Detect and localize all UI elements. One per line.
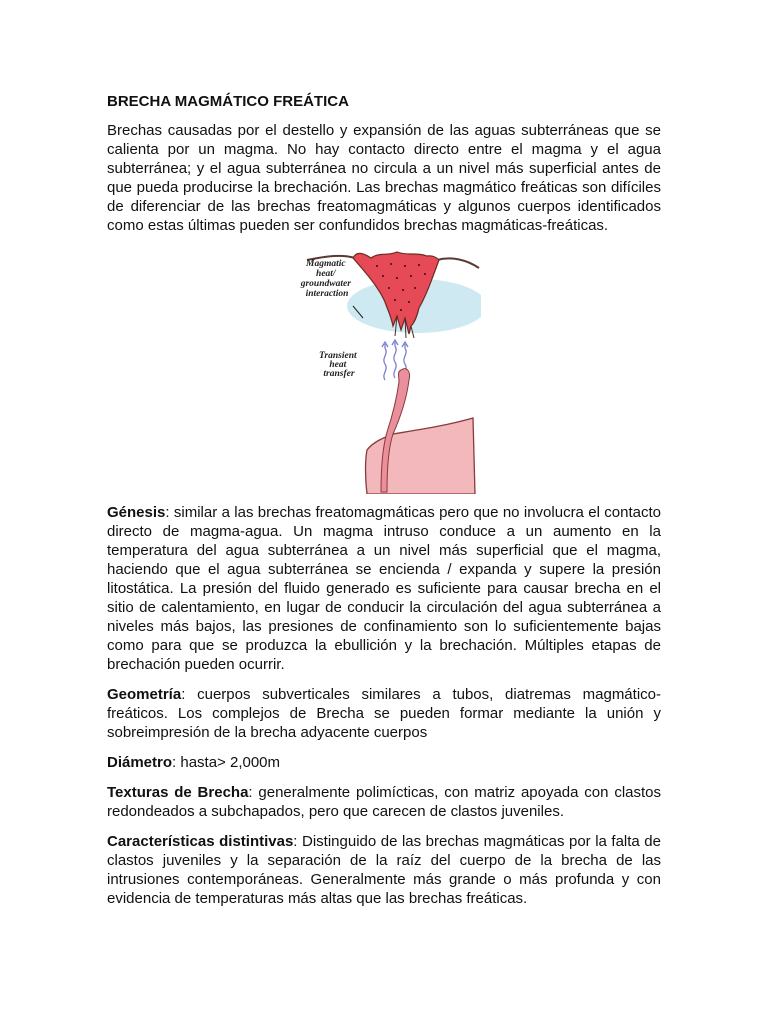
interaction-label-line-1: Magmatic (306, 259, 346, 269)
textures-paragraph (107, 783, 661, 821)
heat-transfer-label-line-1: Transient (318, 351, 357, 361)
figure-container (107, 246, 661, 494)
distinctive-term: Características distintivas (107, 833, 294, 850)
genesis-term: Génesis (107, 504, 166, 521)
interaction-label-line-2: heat/ (316, 269, 336, 279)
interaction-label (300, 259, 354, 299)
document-content (107, 92, 661, 919)
geometry-paragraph (107, 685, 661, 742)
distinctive-text: : Distinguido de las brechas magmáticas por la falta de clastos juveniles y la separación de la raíz del cuerpo de la brecha de las intrusiones contemporáneas. Generalmente más grande o más profunda y con evidencia de temperaturas más altas que las brechas freáticas. (107, 833, 661, 907)
document-title: BRECHA MAGMÁTICO FREÁTICA (107, 93, 349, 110)
diameter-text: : hasta> 2,000m (172, 754, 281, 771)
interaction-label-line-3: groundwater (300, 279, 351, 289)
magmatic-phreatic-breccia-diagram (287, 246, 481, 494)
intro-paragraph: Brechas causadas por el destello y expansión de las aguas subterráneas que se calienta por un magma. No hay contacto directo entre el magma y el agua subterránea; y el agua subterránea no circula a un nivel más superficial antes de que pueda producirse la brechación. Las brechas magmático freáticas son difíciles de diferenciar de las brechas freatomagmáticas y algunos cuerpos identificados como estas últimas pueden ser confundidos brechas magmáticas-freáticas. (107, 122, 661, 234)
interaction-label-line-4: interaction (305, 289, 349, 299)
heat-transfer-label (319, 351, 359, 379)
textures-text: : generalmente polimícticas, con matriz apoyada con clastos redondeados a subchapados, pero que carecen de clastos juveniles. (107, 784, 661, 820)
diameter-term: Diámetro (107, 754, 173, 771)
genesis-text: : similar a las brechas freatomagmáticas pero que no involucra el contacto directo de magma-agua. Un magma intruso conduce a un aumento en la temperatura del agua subterránea a un nivel más superficial que el magma, haciendo que el agua subterránea se encienda / expanda y supere la presión litostática. La presión del fluido generado es suficiente para causar brecha en el sitio de calentamiento, en lugar de conducir la circulación del agua subterránea a niveles más bajos, las presiones de confinamiento son lo suficientemente bajas como para que se produzca la ebullición y la brechación. Múltiples etapas de brechación pueden ocurrir. (107, 504, 661, 673)
heat-transfer-label-line-3: transfer (323, 369, 355, 379)
distinctive-paragraph (107, 832, 661, 908)
heat-transfer-label-line-2: heat (329, 360, 347, 370)
textures-term: Texturas de Brecha (107, 784, 249, 801)
geometry-text: : cuerpos subverticales similares a tubos, diatremas magmático-freáticos. Los complejos de Brecha se pueden formar mediante la unión y sobreimpresión de la brecha adyacente cuerpos (107, 686, 661, 741)
diameter-paragraph (107, 753, 661, 772)
genesis-paragraph (107, 503, 661, 674)
geometry-term: Geometría (107, 686, 182, 703)
